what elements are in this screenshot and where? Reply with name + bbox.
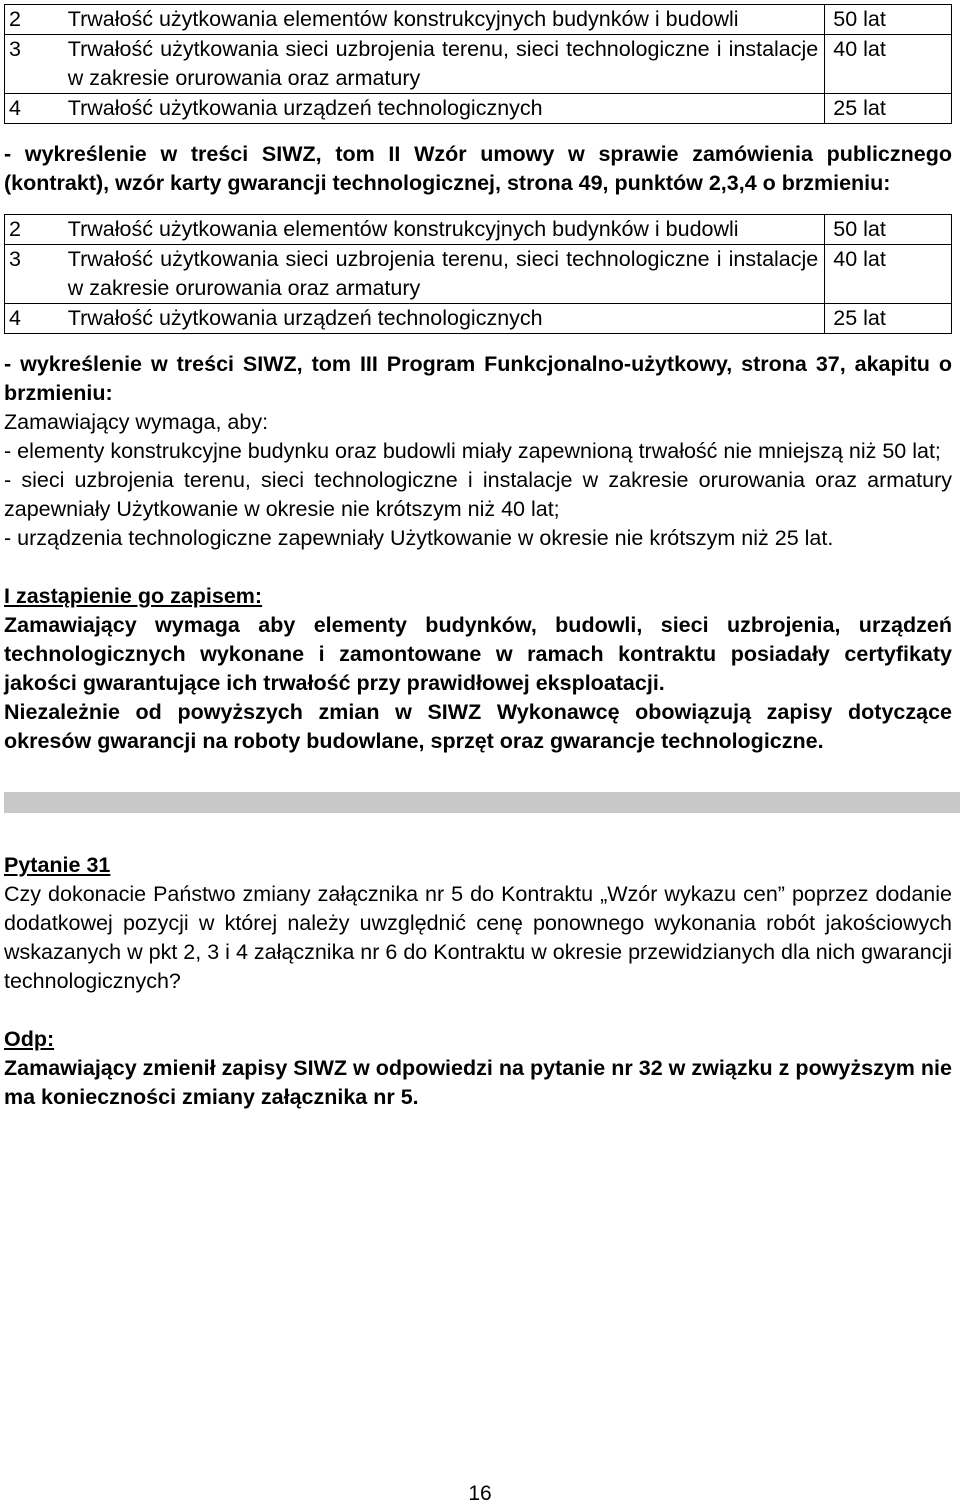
answer-heading: Odp: [4, 1027, 55, 1051]
row-value: 25 lat [825, 94, 952, 124]
answer-text: Zamawiający zmienił zapisy SIWZ w odpowiedzi na pytanie nr 32 w związku z powyższym nie ma konieczności zmiany załącznika nr 5. [4, 1056, 952, 1109]
row-description: Trwałość użytkowania sieci uzbrojenia terenu, sieci technologiczne i instalacje w zakresie orurowania oraz armatury [62, 245, 825, 304]
row-description: Trwałość użytkowania elementów konstrukcyjnych budynków i budowli [62, 5, 825, 35]
deletion-paragraph-2: - wykreślenie w treści SIWZ, tom III Program Funkcjonalno-użytkowy, strona 37, akapitu o brzmieniu: [4, 352, 952, 405]
replacement-heading: I zastąpienie go zapisem: [4, 584, 263, 608]
row-value: 50 lat [825, 5, 952, 35]
row-number: 3 [5, 245, 62, 304]
row-number: 2 [5, 215, 62, 245]
row-description: Trwałość użytkowania sieci uzbrojenia terenu, sieci technologiczne i instalacje w zakresie orurowania oraz armatury [62, 35, 825, 94]
deletion-paragraph-1: - wykreślenie w treści SIWZ, tom II Wzór umowy w sprawie zamówienia publicznego (kontrakt), wzór karty gwarancji technologicznej, strona 49, punktów 2,3,4 o brzmieniu: [4, 142, 952, 195]
row-description: Trwałość użytkowania urządzeń technologicznych [62, 94, 825, 124]
row-value: 40 lat [825, 35, 952, 94]
requirement-item: - urządzenia technologiczne zapewniały Użytkowanie w okresie nie krótszym niż 25 lat. [4, 526, 834, 550]
table-row [5, 94, 952, 124]
durability-table-2 [4, 214, 952, 334]
question-heading: Pytanie 31 [4, 853, 111, 877]
row-description: Trwałość użytkowania elementów konstrukcyjnych budynków i budowli [62, 215, 825, 245]
durability-table-1 [4, 4, 952, 124]
table-row [5, 5, 952, 35]
row-number: 2 [5, 5, 62, 35]
row-number: 4 [5, 304, 62, 334]
table-row [5, 35, 952, 94]
row-value: 50 lat [825, 215, 952, 245]
row-value: 25 lat [825, 304, 952, 334]
section-divider [4, 792, 960, 813]
replacement-text: Zamawiający wymaga aby elementy budynków, budowli, sieci uzbrojenia, urządzeń technologicznych wykonane i zamontowane w ramach kontraktu posiadały certyfikaty jakości gwarantujące ich trwałość przy prawidłowej eksploatacji. [4, 613, 952, 695]
table-row [5, 215, 952, 245]
requirement-item: - elementy konstrukcyjne budynku oraz budowli miały zapewnioną trwałość nie mniejszą niż 50 lat; [4, 439, 941, 463]
row-description: Trwałość użytkowania urządzeń technologicznych [62, 304, 825, 334]
replacement-note: Niezależnie od powyższych zmian w SIWZ Wykonawcę obowiązują zapisy dotyczące okresów gwarancji na roboty budowlane, sprzęt oraz gwarancje technologiczne. [4, 700, 952, 753]
row-number: 3 [5, 35, 62, 94]
document-page [4, 4, 952, 1112]
requirement-lead: Zamawiający wymaga, aby: [4, 410, 269, 434]
row-value: 40 lat [825, 245, 952, 304]
requirement-item: - sieci uzbrojenia terenu, sieci technologiczne i instalacje w zakresie orurowania oraz armatury zapewniały Użytkowanie w okresie nie krótszym niż 40 lat; [4, 468, 952, 521]
question-text: Czy dokonacie Państwo zmiany załącznika nr 5 do Kontraktu „Wzór wykazu cen” poprzez dodanie dodatkowej pozycji w której należy uwzględnić cenę ponownego wykonania robót jakościowych wskazanych w pkt 2, 3 i 4 załącznika nr 6 do Kontraktu w okresie przewidzianych dla nich gwarancji technologicznych? [4, 882, 952, 993]
row-number: 4 [5, 94, 62, 124]
table-row [5, 304, 952, 334]
table-row [5, 245, 952, 304]
page-number: 16 [468, 1482, 492, 1505]
